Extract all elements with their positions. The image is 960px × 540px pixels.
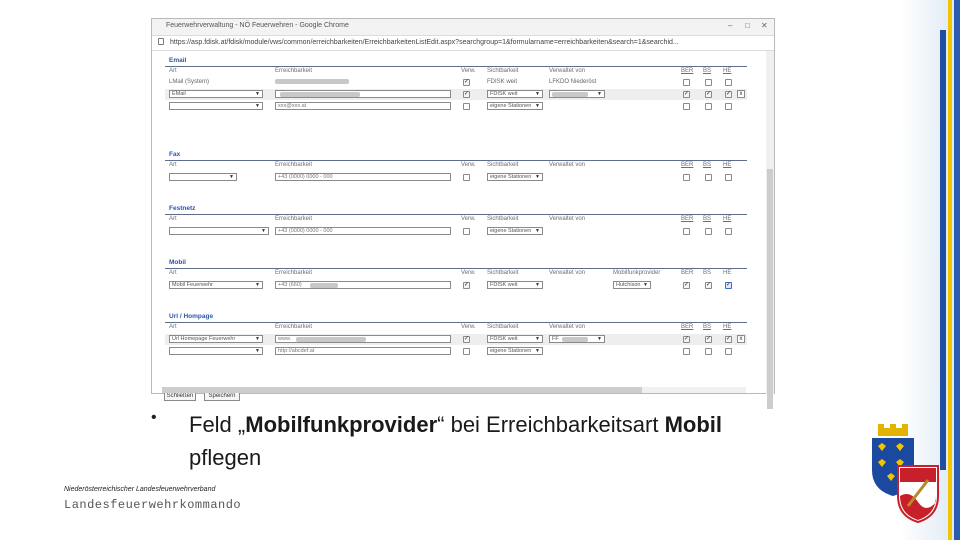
redacted-value	[552, 92, 588, 97]
erreichbarkeit-input[interactable]	[275, 173, 451, 181]
erreichbarkeit-input[interactable]	[275, 335, 451, 343]
chevron-down-icon: ▼	[535, 174, 540, 180]
col-ber[interactable]: BER	[681, 216, 694, 222]
chevron-down-icon: ▼	[229, 174, 234, 180]
verw-checkbox[interactable]: ✓	[464, 282, 470, 288]
ber-checkbox[interactable]	[683, 103, 690, 110]
minimize-icon[interactable]: –	[728, 21, 733, 30]
bs-checkbox[interactable]: ✓	[706, 336, 712, 342]
bs-checkbox[interactable]	[705, 348, 712, 355]
sichtbarkeit-select-value: eigene Stationen	[490, 348, 532, 354]
col-erreichbarkeit: Erreichbarkeit	[275, 68, 313, 74]
verwaltet-von-select-value: FF	[552, 336, 559, 342]
ber-checkbox[interactable]	[683, 174, 690, 181]
verw-checkbox[interactable]	[463, 103, 470, 110]
chevron-down-icon: ▼	[597, 336, 602, 342]
scrollbar-thumb[interactable]	[767, 169, 773, 409]
redacted-value	[280, 92, 360, 97]
col-bs[interactable]: BS	[703, 324, 712, 330]
ber-checkbox[interactable]	[683, 79, 690, 86]
chevron-down-icon: ▼	[597, 91, 602, 97]
sichtbarkeit-select[interactable]	[487, 227, 543, 235]
col-verwaltet-von: Verwaltet von	[549, 68, 586, 74]
section-divider	[165, 268, 747, 269]
bullet-icon: •	[151, 409, 157, 426]
erreichbarkeit-input[interactable]	[275, 281, 451, 289]
art-select[interactable]	[169, 227, 269, 235]
sichtbarkeit-select-value: FDISK weit	[490, 282, 518, 288]
slide-edge-bar	[954, 0, 960, 540]
art-select[interactable]	[169, 173, 237, 181]
chevron-down-icon: ▼	[535, 336, 540, 342]
ber-checkbox[interactable]: ✓	[684, 336, 690, 342]
org-name-line1: Niederösterreichischer Landesfeuerwehrverband	[64, 486, 216, 493]
bullet-middle: “ bei Erreichbarkeitsart	[437, 412, 665, 437]
section-divider	[165, 214, 747, 215]
delete-row-button[interactable]: x	[737, 90, 745, 98]
table-row	[165, 280, 747, 291]
section-divider	[165, 322, 747, 323]
sichtbarkeit-select-value: FDISK weit	[490, 91, 518, 97]
sichtbarkeit-value: FDISK weit	[487, 79, 518, 85]
art-select[interactable]	[169, 347, 263, 355]
col-verw: Verw.	[461, 270, 476, 276]
col-verwaltet-von: Verwaltet von	[549, 216, 586, 222]
art-select-value: Url Homepage Feuerwehr	[172, 336, 236, 342]
bullet-bold-provider: Mobilfunkprovider	[245, 412, 438, 437]
col-he: HE	[723, 270, 732, 276]
table-row	[165, 77, 747, 88]
art-select[interactable]	[169, 281, 263, 289]
verwaltet-von-select[interactable]	[549, 90, 605, 98]
erreichbarkeit-input[interactable]	[275, 347, 451, 355]
redacted-value	[296, 337, 366, 342]
he-checkbox[interactable]: ✓	[726, 91, 732, 97]
sichtbarkeit-select[interactable]	[487, 347, 543, 355]
chevron-down-icon: ▼	[255, 336, 260, 342]
col-verwaltet-von: Verwaltet von	[549, 270, 586, 276]
form-content	[152, 51, 774, 399]
col-bs[interactable]: BS	[703, 216, 712, 222]
bs-checkbox[interactable]: ✓	[706, 91, 712, 97]
col-erreichbarkeit: Erreichbarkeit	[275, 324, 313, 330]
chevron-down-icon: ▼	[261, 228, 266, 234]
art-select[interactable]	[169, 335, 263, 343]
col-verw: Verw.	[461, 162, 476, 168]
chevron-down-icon: ▼	[535, 103, 540, 109]
verw-checkbox[interactable]	[463, 348, 470, 355]
section-divider	[165, 66, 747, 67]
sichtbarkeit-select[interactable]	[487, 335, 543, 343]
col-verwaltet-von: Verwaltet von	[549, 324, 586, 330]
verw-checkbox[interactable]: ✓	[464, 91, 470, 97]
browser-screenshot	[151, 18, 775, 399]
bullet-text	[189, 408, 769, 474]
chevron-down-icon: ▼	[255, 348, 260, 354]
col-ber: BER	[681, 270, 694, 276]
redacted-value	[310, 283, 338, 288]
col-mobilfunkprovider: Mobilfunkprovider	[613, 270, 661, 276]
erreichbarkeit-placeholder: xxx@xxx.at	[278, 103, 307, 109]
col-bs: BS	[703, 270, 712, 276]
col-art: Art	[169, 68, 177, 74]
sichtbarkeit-select-value: eigene Stationen	[490, 228, 532, 234]
table-row	[165, 346, 747, 357]
he-checkbox[interactable]	[725, 103, 732, 110]
col-sichtbarkeit: Sichtbarkeit	[487, 270, 519, 276]
col-verw: Verw.	[461, 68, 476, 74]
bs-checkbox[interactable]	[705, 79, 712, 86]
section-divider	[165, 160, 747, 161]
chevron-down-icon: ▼	[643, 282, 648, 288]
ber-checkbox[interactable]: ✓	[684, 282, 690, 288]
crown-tower	[902, 424, 908, 430]
col-art: Art	[169, 162, 177, 168]
redacted-value	[275, 79, 349, 84]
logo-band	[900, 468, 936, 482]
org-name-line2: Landesfeuerwehrkommando	[64, 498, 242, 512]
chevron-down-icon: ▼	[535, 348, 540, 354]
ber-checkbox[interactable]	[683, 348, 690, 355]
col-sichtbarkeit: Sichtbarkeit	[487, 68, 519, 74]
col-sichtbarkeit: Sichtbarkeit	[487, 216, 519, 222]
sichtbarkeit-select-value: FDISK weit	[490, 336, 518, 342]
crown-tower	[890, 424, 896, 430]
art-value: LMail (System)	[169, 79, 210, 85]
chevron-down-icon: ▼	[535, 228, 540, 234]
col-he[interactable]: HE	[723, 68, 732, 74]
chevron-down-icon: ▼	[535, 91, 540, 97]
col-bs[interactable]: BS	[703, 162, 712, 168]
sichtbarkeit-select-value: eigene Stationen	[490, 103, 532, 109]
table-row	[165, 89, 747, 100]
bs-checkbox[interactable]	[705, 228, 712, 235]
art-select-value: EMail	[172, 91, 186, 97]
sichtbarkeit-select[interactable]	[487, 173, 543, 181]
erreichbarkeit-value: www.	[278, 336, 292, 342]
col-art: Art	[169, 324, 177, 330]
ber-checkbox[interactable]	[683, 228, 690, 235]
slide-blue-stripe	[940, 30, 946, 470]
url-text: https://asp.fdisk.at/fdisk/module/vws/common/erreichbarkeiten/ErreichbarkeitenListEdit.aspx?searchgroup=1&formularname=erreichbarkeiten&search=1&searchid...	[170, 39, 679, 46]
delete-row-button[interactable]: x	[737, 335, 745, 343]
mobilfunkprovider-select[interactable]	[613, 281, 651, 289]
section-title: Fax	[169, 151, 181, 158]
bullet-suffix: pflegen	[189, 445, 262, 470]
scrollbar-thumb[interactable]	[162, 387, 642, 393]
section-title: Url / Hompage	[169, 313, 214, 320]
erreichbarkeit-placeholder: +43 (0000) 0000 - 000	[278, 228, 333, 234]
bs-checkbox[interactable]	[705, 174, 712, 181]
col-art: Art	[169, 270, 177, 276]
col-ber[interactable]: BER	[681, 162, 694, 168]
close-button[interactable]: Schließen	[164, 391, 196, 401]
slide-yellow-stripe	[948, 0, 952, 540]
maximize-icon[interactable]: □	[745, 21, 750, 30]
col-he[interactable]: HE	[723, 162, 732, 168]
lock-icon	[158, 38, 164, 45]
verw-checkbox[interactable]: ✓	[464, 79, 470, 85]
he-checkbox[interactable]: ✓	[726, 282, 732, 288]
bullet-prefix: Feld „	[189, 412, 246, 437]
address-bar[interactable]	[152, 36, 774, 51]
col-he[interactable]: HE	[723, 324, 732, 330]
chevron-down-icon: ▼	[535, 282, 540, 288]
section-title: Mobil	[169, 259, 186, 266]
fire-brigade-logo-icon	[894, 462, 942, 524]
sichtbarkeit-select[interactable]	[487, 90, 543, 98]
window-title: Feuerwehrverwaltung - NÖ Feuerwehren - Google Chrome	[166, 22, 349, 29]
table-row	[165, 226, 747, 237]
verw-checkbox[interactable]: ✓	[464, 336, 470, 342]
table-row	[165, 101, 747, 112]
col-erreichbarkeit: Erreichbarkeit	[275, 216, 313, 222]
sichtbarkeit-select[interactable]	[487, 102, 543, 110]
redacted-value	[562, 337, 588, 342]
col-ber[interactable]: BER	[681, 68, 694, 74]
chevron-down-icon: ▼	[255, 282, 260, 288]
col-art: Art	[169, 216, 177, 222]
art-select-value: Mobil Feuerwehr	[172, 282, 213, 288]
col-erreichbarkeit: Erreichbarkeit	[275, 270, 313, 276]
erreichbarkeit-input[interactable]	[275, 90, 451, 98]
browser-titlebar	[152, 19, 774, 36]
col-ber[interactable]: BER	[681, 324, 694, 330]
he-checkbox[interactable]: ✓	[726, 336, 732, 342]
col-sichtbarkeit: Sichtbarkeit	[487, 162, 519, 168]
erreichbarkeit-placeholder: http://abcdef.at	[278, 348, 315, 354]
section-title: Email	[169, 57, 187, 64]
col-sichtbarkeit: Sichtbarkeit	[487, 324, 519, 330]
verwaltet-von-select[interactable]	[549, 335, 605, 343]
section-title: Festnetz	[169, 205, 196, 212]
ber-checkbox[interactable]: ✓	[684, 91, 690, 97]
erreichbarkeit-input[interactable]	[275, 227, 451, 235]
he-checkbox[interactable]	[725, 348, 732, 355]
col-erreichbarkeit: Erreichbarkeit	[275, 162, 313, 168]
col-verw: Verw.	[461, 324, 476, 330]
save-button[interactable]: Speichern	[204, 391, 240, 401]
col-verw: Verw.	[461, 216, 476, 222]
erreichbarkeit-input[interactable]	[275, 102, 451, 110]
he-checkbox[interactable]	[725, 79, 732, 86]
verwaltet-von-value: LFKDO Niederöst	[549, 79, 597, 85]
table-row	[165, 334, 747, 345]
he-checkbox[interactable]	[725, 228, 732, 235]
table-row	[165, 172, 747, 183]
bs-checkbox[interactable]: ✓	[706, 282, 712, 288]
erreichbarkeit-value: +43 (660)	[278, 282, 302, 288]
col-verwaltet-von: Verwaltet von	[549, 162, 586, 168]
horizontal-scrollbar[interactable]	[162, 387, 746, 393]
erreichbarkeit-placeholder: +43 (0000) 0000 - 000	[278, 174, 333, 180]
vertical-scrollbar[interactable]	[766, 51, 774, 395]
verw-checkbox[interactable]	[463, 228, 470, 235]
chevron-down-icon: ▼	[255, 103, 260, 109]
bs-checkbox[interactable]	[705, 103, 712, 110]
art-select[interactable]	[169, 102, 263, 110]
bullet-bold-mobil: Mobil	[664, 412, 722, 437]
crown-tower	[878, 424, 884, 430]
col-bs[interactable]: BS	[703, 68, 712, 74]
he-checkbox[interactable]	[725, 174, 732, 181]
verw-checkbox[interactable]	[463, 174, 470, 181]
col-he[interactable]: HE	[723, 216, 732, 222]
chevron-down-icon: ▼	[255, 91, 260, 97]
mobilfunkprovider-select-value: Hutchison	[616, 282, 641, 288]
art-select[interactable]	[169, 90, 263, 98]
close-icon[interactable]: ✕	[761, 21, 768, 30]
sichtbarkeit-select-value: eigene Stationen	[490, 174, 532, 180]
sichtbarkeit-select[interactable]	[487, 281, 543, 289]
